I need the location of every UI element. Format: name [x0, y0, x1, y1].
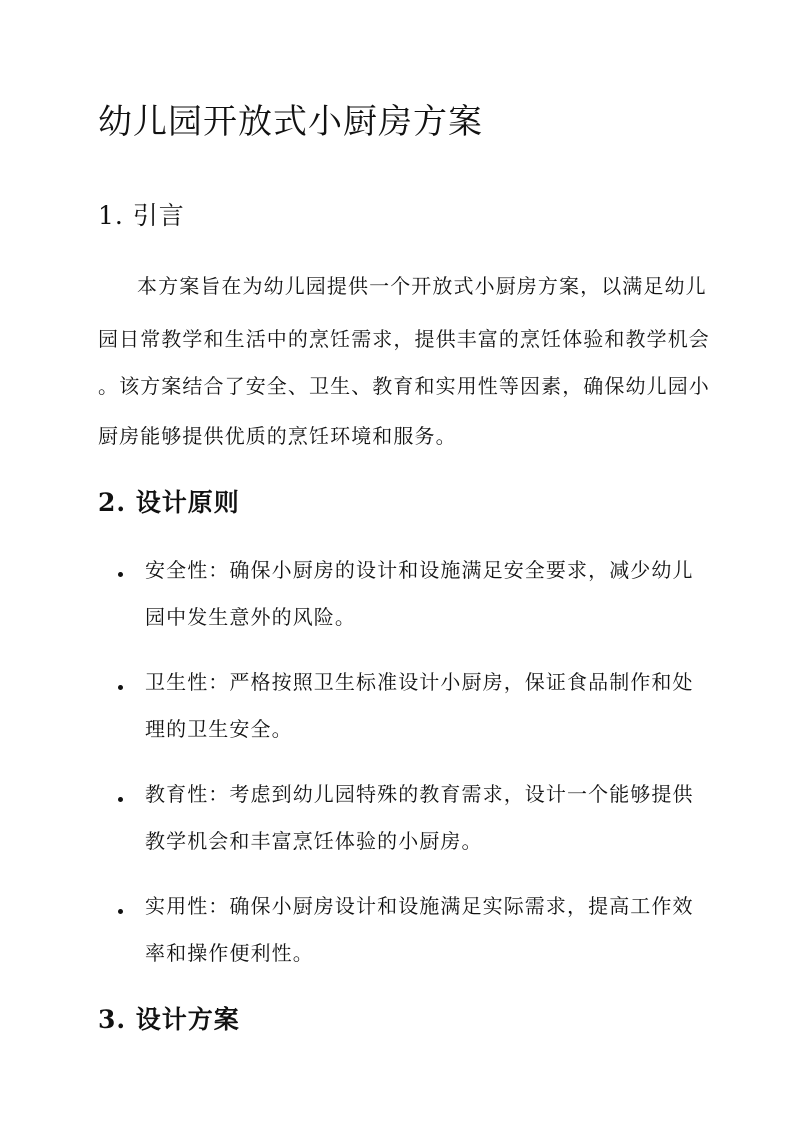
- paragraph-line: 厨房能够提供优质的烹饪环境和服务。: [98, 424, 457, 448]
- section-heading-design-principles: 2. 设计原则: [98, 488, 240, 517]
- bullet-point: [118, 572, 126, 580]
- paragraph-line: 。该方案结合了安全、卫生、教育和实用性等因素，确保幼儿园小: [98, 374, 710, 398]
- bullet-item-safety-line: 安全性：确保小厨房的设计和设施满足安全要求，减少幼儿: [145, 558, 694, 582]
- bullet-item-safety-line: 园中发生意外的风险。: [145, 605, 356, 629]
- bullet-item-education-line: 教育性：考虑到幼儿园特殊的教育需求，设计一个能够提供: [145, 782, 694, 806]
- bullet-item-practicality-line: 率和操作便利性。: [145, 941, 314, 965]
- bullet-point: [118, 685, 126, 693]
- paragraph-line: 本方案旨在为幼儿园提供一个开放式小厨房方案，以满足幼儿: [137, 274, 707, 298]
- document-title: 幼儿园开放式小厨房方案: [98, 102, 483, 142]
- bullet-item-education-line: 教学机会和丰富烹饪体验的小厨房。: [145, 829, 483, 853]
- bullet-item-practicality-line: 实用性：确保小厨房设计和设施满足实际需求，提高工作效: [145, 894, 694, 918]
- bullet-item-hygiene-line: 理的卫生安全。: [145, 717, 293, 741]
- section-heading-introduction: 1. 引言: [98, 201, 185, 230]
- bullet-point: [118, 909, 126, 917]
- bullet-point: [118, 797, 126, 805]
- paragraph-line: 园日常教学和生活中的烹饪需求，提供丰富的烹饪体验和教学机会: [98, 327, 710, 351]
- bullet-item-hygiene-line: 卫生性：严格按照卫生标准设计小厨房，保证食品制作和处: [145, 670, 694, 694]
- section-heading-design-plan: 3. 设计方案: [98, 1005, 240, 1034]
